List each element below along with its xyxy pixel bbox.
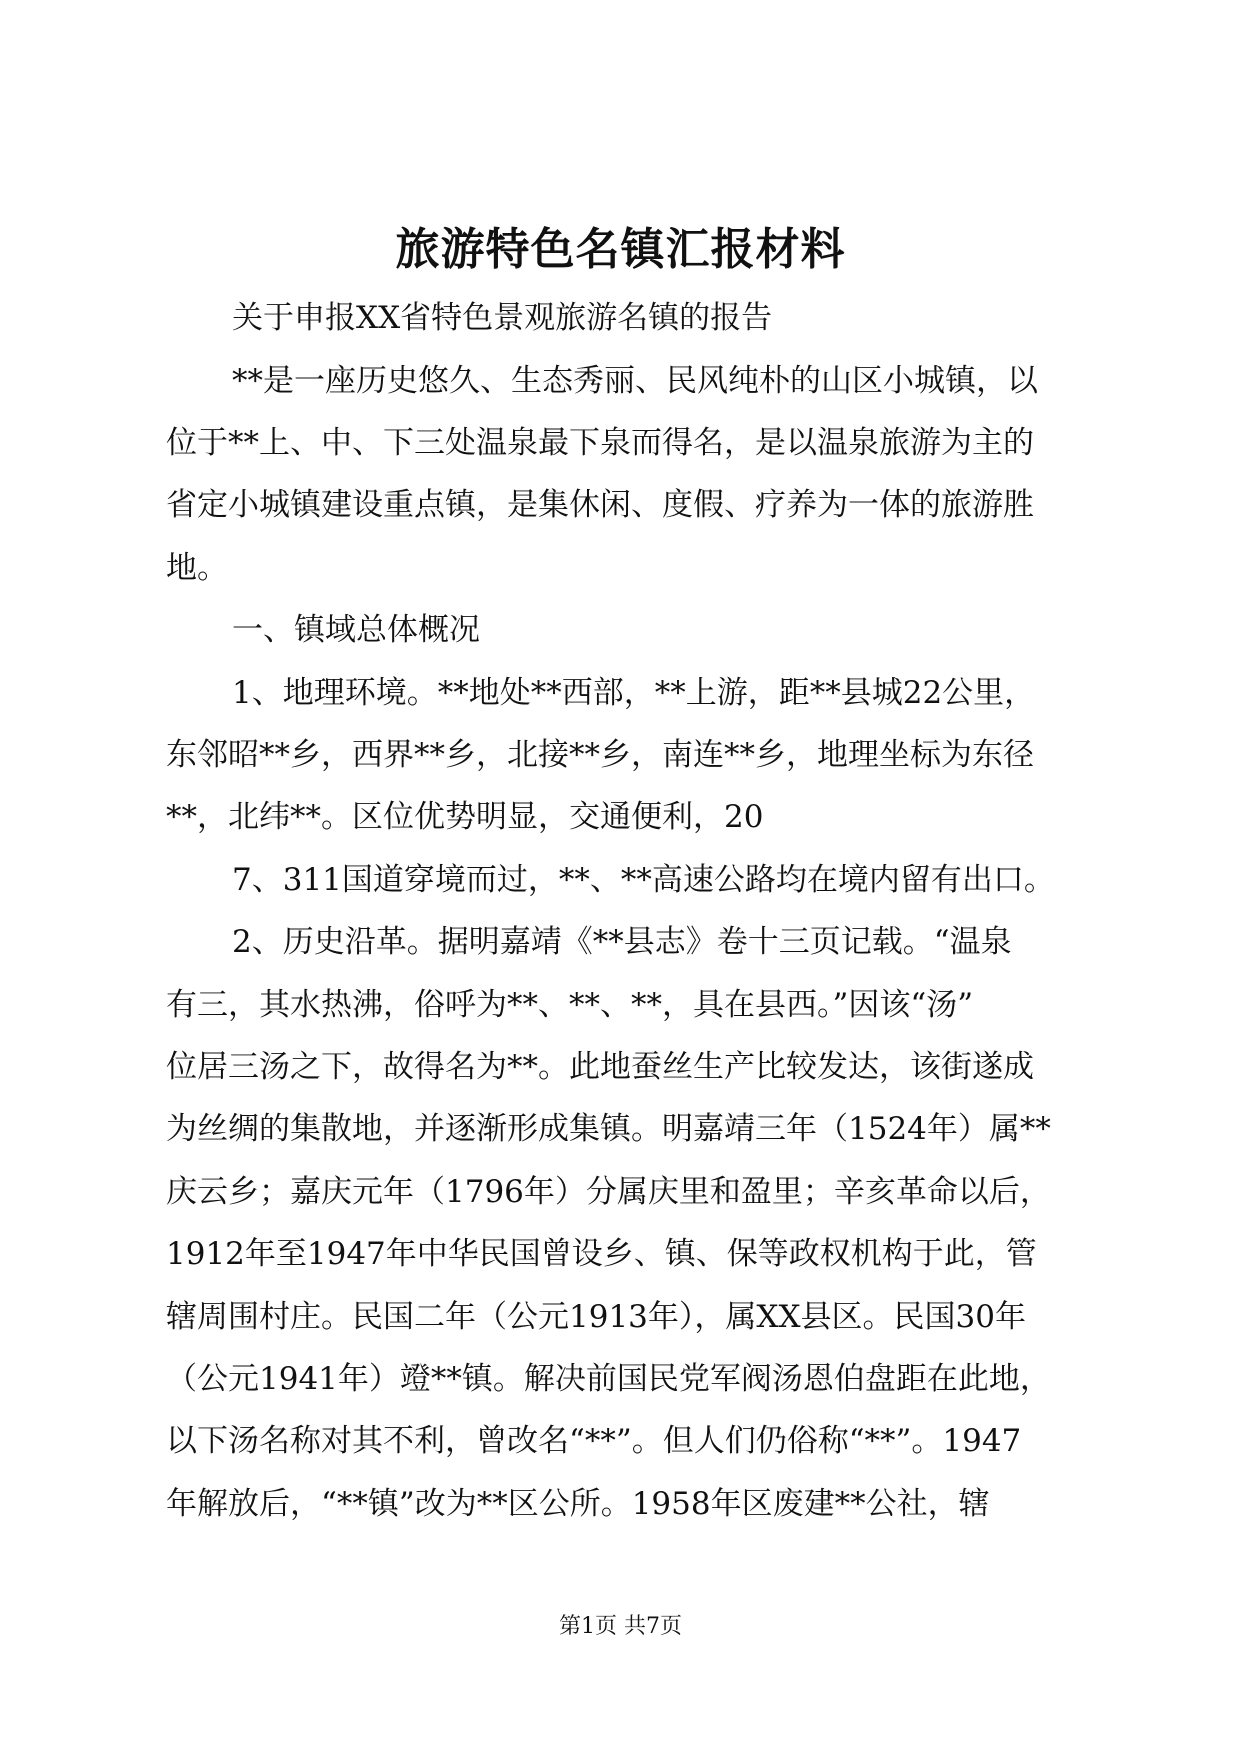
text-line: 1、地理环境。**地处**西部，**上游，距**县城22公里， (232, 675, 1036, 711)
text-line: 2、历史沿革。据明嘉靖《**县志》卷十三页记载。“温泉 (232, 924, 1012, 960)
text-line: 为丝绸的集散地，并逐渐形成集镇。明嘉靖三年（1524年）属** (166, 1111, 1051, 1147)
text-line: 7、311国道穿境而过，**、**高速公路均在境内留有出口。 (232, 862, 1055, 898)
text-line: 省定小城镇建设重点镇，是集休闲、度假、疗养为一体的旅游胜 (166, 487, 1034, 523)
text-line: 有三，其水热沸，俗呼为**、**、**，具在县西。”因该“汤” (166, 987, 974, 1023)
text-line: 1912年至1947年中华民国曾设乡、镇、保等政权机构于此，管 (166, 1236, 1037, 1272)
text-line: 关于申报XX省特色景观旅游名镇的报告 (232, 300, 773, 336)
text-line: **，北纬**。区位优势明显，交通便利，20 (166, 799, 764, 835)
text-line: 辖周围村庄。民国二年（公元1913年），属XX县区。民国30年 (166, 1299, 1026, 1335)
text-line: 以下汤名称对其不利，曾改名“**”。但人们仍俗称“**”。1947 (166, 1423, 1022, 1459)
text-line: 东邻昭**乡，西界**乡，北接**乡，南连**乡，地理坐标为东径 (166, 737, 1034, 773)
document-title: 旅游特色名镇汇报材料 (395, 224, 846, 275)
text-line: 庆云乡；嘉庆元年（1796年）分属庆里和盈里；辛亥革命以后， (166, 1174, 1051, 1210)
text-line: **是一座历史悠久、生态秀丽、民风纯朴的山区小城镇，以 (232, 363, 1038, 399)
text-line: 位于**上、中、下三处温泉最下泉而得名，是以温泉旅游为主的 (166, 425, 1034, 461)
text-line: 年解放后，“**镇”改为**区公所。1958年区废建**公社，辖 (166, 1486, 990, 1522)
text-line: 位居三汤之下，故得名为**。此地蚕丝生产比较发达，该街遂成 (166, 1049, 1034, 1085)
text-line: （公元1941年）竳**镇。解决前国民党军阀汤恩伯盘距在此地， (166, 1361, 1051, 1397)
page-footer: 第1页 共7页 (559, 1614, 682, 1639)
section-heading: 一、镇域总体概况 (232, 612, 480, 648)
text-line: 地。 (166, 550, 228, 586)
